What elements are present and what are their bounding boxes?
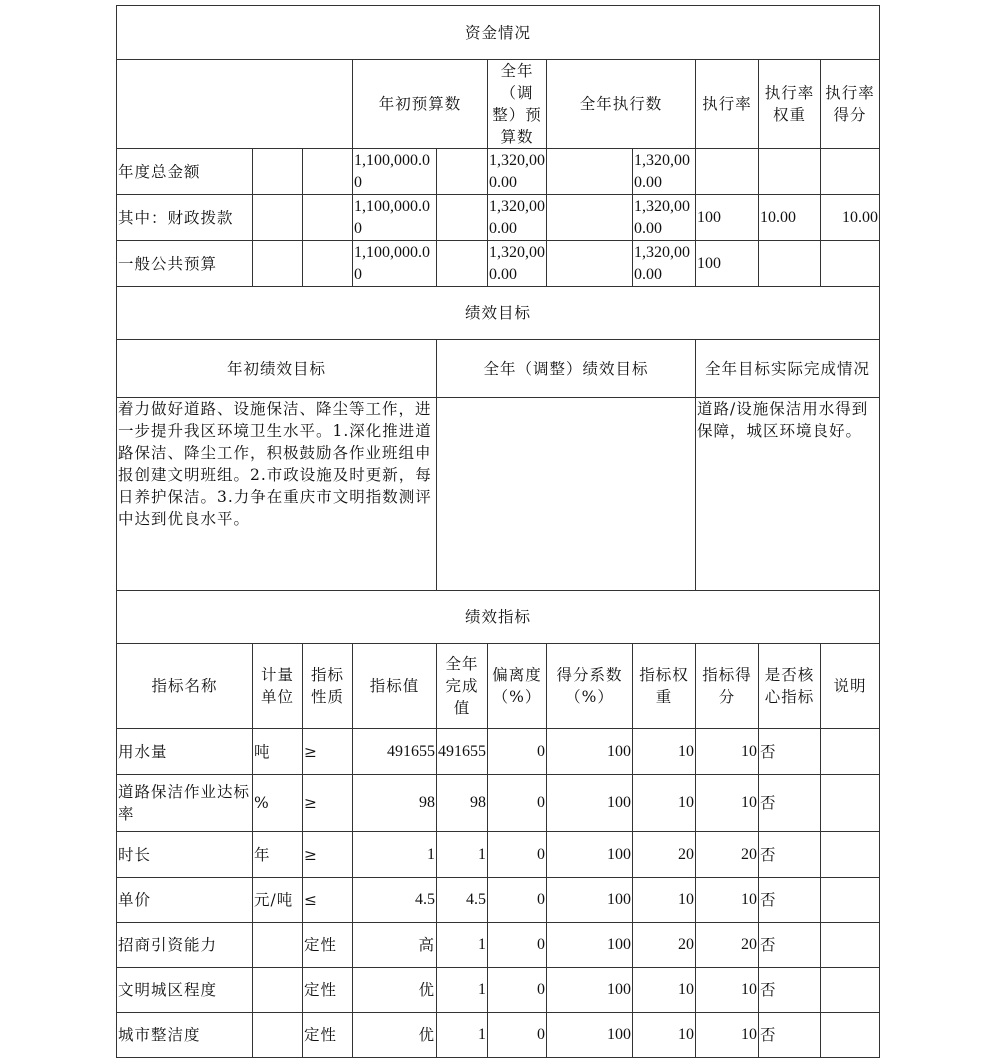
ind-row-actual: 1 [437,832,488,878]
ind-row-name: 城市整洁度 [117,1013,253,1058]
ind-row-score: 10 [696,775,759,832]
funds-row-initial: 1,100,000.00 [353,195,437,241]
empty-cell [437,195,488,241]
ind-row-coef: 100 [547,923,633,968]
ind-row-unit: 年 [253,832,303,878]
funds-header-rate: 执行率 [696,60,759,149]
ind-row-weight: 10 [633,729,696,775]
ind-row-actual: 4.5 [437,878,488,923]
ind-row-nature: 定性 [303,923,353,968]
ind-row-score: 20 [696,923,759,968]
funds-row-adjusted: 1,320,000.00 [488,241,547,287]
ind-row-note [821,832,880,878]
ind-row-unit [253,923,303,968]
ind-row-note [821,923,880,968]
ind-row-deviation: 0 [488,729,547,775]
goals-actual-text: 道路/设施保洁用水得到保障，城区环境良好。 [696,398,880,591]
ind-row-core: 否 [759,832,821,878]
ind-row-coef: 100 [547,775,633,832]
ind-header-target: 指标值 [353,644,437,729]
goals-header-initial: 年初绩效目标 [117,340,437,398]
ind-row-nature: 定性 [303,968,353,1013]
goals-adjusted-text [437,398,696,591]
ind-header-note: 说明 [821,644,880,729]
ind-row-name: 招商引资能力 [117,923,253,968]
funds-row-executed: 1,320,000.00 [633,149,696,195]
ind-row-weight: 20 [633,832,696,878]
empty-cell [437,241,488,287]
funds-row-label: 其中：财政拨款 [117,195,253,241]
funds-header-initial: 年初预算数 [353,60,488,149]
funds-row-adjusted: 1,320,000.00 [488,195,547,241]
ind-header-core: 是否核心指标 [759,644,821,729]
empty-cell [253,149,303,195]
funds-header-adjusted: 全年（调整）预算数 [488,60,547,149]
ind-row-deviation: 0 [488,923,547,968]
goals-section-title: 绩效目标 [117,287,880,340]
ind-row-name: 时长 [117,832,253,878]
funds-section-title: 资金情况 [117,6,880,60]
empty-cell [253,195,303,241]
ind-row-note [821,775,880,832]
empty-cell [303,195,353,241]
ind-row-unit: 元/吨 [253,878,303,923]
ind-row-note [821,878,880,923]
empty-cell [303,241,353,287]
ind-row-deviation: 0 [488,878,547,923]
ind-row-weight: 20 [633,923,696,968]
ind-row-coef: 100 [547,729,633,775]
ind-row-weight: 10 [633,878,696,923]
ind-row-note [821,968,880,1013]
empty-cell [547,195,633,241]
ind-row-unit [253,968,303,1013]
ind-row-actual: 1 [437,968,488,1013]
funds-row-executed: 1,320,000.00 [633,241,696,287]
ind-row-target: 491655 [353,729,437,775]
ind-header-score: 指标得分 [696,644,759,729]
ind-row-note [821,1013,880,1058]
ind-row-target: 4.5 [353,878,437,923]
performance-table [116,5,880,1058]
funds-row-score [821,149,880,195]
ind-header-name: 指标名称 [117,644,253,729]
ind-row-name: 道路保洁作业达标率 [117,775,253,832]
ind-row-score: 20 [696,832,759,878]
ind-row-weight: 10 [633,1013,696,1058]
ind-row-score: 10 [696,968,759,1013]
funds-row-rate: 100 [696,241,759,287]
indicators-section-title: 绩效指标 [117,591,880,644]
funds-row-weight [759,149,821,195]
funds-row-rate: 100 [696,195,759,241]
ind-row-name: 单价 [117,878,253,923]
funds-row-score: 10.00 [821,195,880,241]
ind-row-name: 用水量 [117,729,253,775]
ind-row-target: 1 [353,832,437,878]
ind-row-coef: 100 [547,878,633,923]
funds-row-initial: 1,100,000.00 [353,149,437,195]
ind-row-score: 10 [696,878,759,923]
ind-row-nature: ≤ [303,878,353,923]
ind-row-nature: ≥ [303,775,353,832]
funds-header-weight: 执行率权重 [759,60,821,149]
ind-row-note [821,729,880,775]
ind-row-actual: 1 [437,923,488,968]
ind-row-deviation: 0 [488,968,547,1013]
ind-row-core: 否 [759,968,821,1013]
ind-row-weight: 10 [633,775,696,832]
ind-header-weight: 指标权重 [633,644,696,729]
ind-header-deviation: 偏离度（%） [488,644,547,729]
ind-row-actual: 491655 [437,729,488,775]
ind-row-target: 优 [353,1013,437,1058]
goals-header-adjusted: 全年（调整）绩效目标 [437,340,696,398]
ind-header-actual: 全年完成值 [437,644,488,729]
funds-row-weight: 10.00 [759,195,821,241]
ind-row-unit: 吨 [253,729,303,775]
funds-row-adjusted: 1,320,000.00 [488,149,547,195]
ind-row-target: 高 [353,923,437,968]
funds-header-executed: 全年执行数 [547,60,696,149]
ind-row-coef: 100 [547,1013,633,1058]
ind-header-unit: 计量单位 [253,644,303,729]
ind-row-nature: ≥ [303,832,353,878]
empty-cell [303,149,353,195]
empty-cell [253,241,303,287]
ind-row-unit: % [253,775,303,832]
ind-row-core: 否 [759,878,821,923]
ind-row-coef: 100 [547,968,633,1013]
funds-row-executed: 1,320,000.00 [633,195,696,241]
ind-row-deviation: 0 [488,775,547,832]
ind-row-weight: 10 [633,968,696,1013]
ind-row-deviation: 0 [488,1013,547,1058]
funds-row-label: 年度总金额 [117,149,253,195]
funds-row-score [821,241,880,287]
funds-row-label: 一般公共预算 [117,241,253,287]
funds-header-score: 执行率得分 [821,60,880,149]
ind-row-target: 98 [353,775,437,832]
ind-header-nature: 指标性质 [303,644,353,729]
empty-cell [437,149,488,195]
ind-row-actual: 1 [437,1013,488,1058]
goals-header-actual: 全年目标实际完成情况 [696,340,880,398]
ind-row-actual: 98 [437,775,488,832]
ind-row-name: 文明城区程度 [117,968,253,1013]
ind-header-coef: 得分系数（%） [547,644,633,729]
ind-row-core: 否 [759,923,821,968]
ind-row-deviation: 0 [488,832,547,878]
ind-row-unit [253,1013,303,1058]
ind-row-core: 否 [759,775,821,832]
funds-row-weight [759,241,821,287]
ind-row-nature: ≥ [303,729,353,775]
empty-cell [547,241,633,287]
ind-row-core: 否 [759,729,821,775]
goals-initial-text: 着力做好道路、设施保洁、降尘等工作，进一步提升我区环境卫生水平。1.深化推进道路保洁、降尘工作，积极鼓励各作业班组申报创建文明班组。2.市政设施及时更新，每日养护保洁。3.力争在重庆市文明指数测评中达到优良水平。 [117,398,437,591]
ind-row-core: 否 [759,1013,821,1058]
ind-row-score: 10 [696,729,759,775]
ind-row-target: 优 [353,968,437,1013]
ind-row-nature: 定性 [303,1013,353,1058]
ind-row-coef: 100 [547,832,633,878]
funds-row-rate [696,149,759,195]
funds-row-initial: 1,100,000.00 [353,241,437,287]
funds-header-blank [117,60,353,149]
empty-cell [547,149,633,195]
ind-row-score: 10 [696,1013,759,1058]
